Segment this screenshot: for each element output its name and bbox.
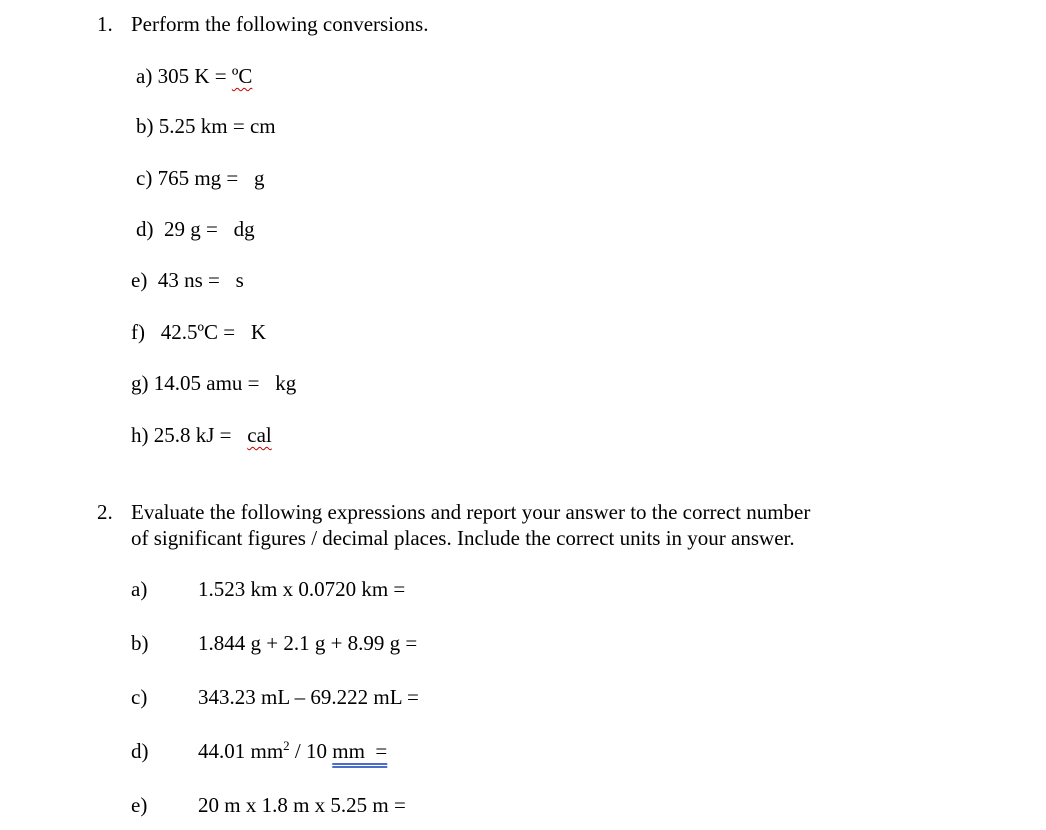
q2-item-d-expr-c: mm = [332,739,388,763]
q2-item-d-superscript: 2 [283,738,290,753]
q1-prompt: Perform the following conversions. [131,12,429,36]
q1-item-b [136,116,276,137]
q2-item-b-label: b) [131,631,149,655]
q1-item-a [136,66,252,87]
q1-item-g-given: 14.05 amu = [153,371,260,395]
q1-item-a-given: 305 K = [157,64,227,88]
q1-item-g-unit: kg [275,371,297,395]
q1-item-c-unit: g [254,166,265,190]
q1-item-f-label: f) [131,320,145,344]
q2-item-b-expr: 1.844 g + 2.1 g + 8.99 g = [198,631,418,655]
q1-item-f-given: 42.5ºC = [160,320,236,344]
q1-item-f [131,322,266,343]
q2-prompt-line1: Evaluate the following expressions and report your answer to the correct number [131,500,811,524]
q1-item-e-unit: s [235,268,244,292]
q2-number: 2. [97,500,113,524]
q1-number: 1. [97,12,113,36]
q2-item-e-expr: 20 m x 1.8 m x 5.25 m = [198,793,406,817]
q2-item-a-expr: 1.523 km x 0.0720 km = [198,577,406,601]
q1-item-d [136,219,255,240]
q1-item-c-label: c) [136,166,153,190]
q1-item-b-label: b) [136,114,154,138]
q2-prompt-line2: of significant figures / decimal places. Include the correct units in your answer. [131,526,795,550]
q1-item-b-given: 5.25 km = [158,114,245,138]
q1-item-e [131,270,244,291]
q1-item-g [131,373,296,394]
q2-item-e-label: e) [131,793,148,817]
q1-item-e-given: 43 ns = [157,268,220,292]
q2-item-c-label: c) [131,685,148,709]
q1-item-c [136,168,265,189]
q2-item-d-expr [198,738,388,763]
q1-item-h-unit: cal [247,423,272,447]
q1-item-a-label: a) [136,64,153,88]
q1-item-h-label: h) [131,423,149,447]
q1-item-d-unit: dg [233,217,255,241]
q1-item-d-label: d) [136,217,154,241]
q1-item-d-given: 29 g = [164,217,218,241]
q1-item-a-unit: ºC [231,64,253,88]
q1-item-h-given: 25.8 kJ = [153,423,232,447]
q1-item-h [131,425,272,446]
q2-item-d-label: d) [131,739,149,763]
q1-item-f-unit: K [250,320,267,344]
q1-item-e-label: e) [131,268,148,292]
q2-item-c-expr: 343.23 mL – 69.222 mL = [198,685,419,709]
q2-item-a-label: a) [131,577,148,601]
q2-item-d-expr-a: 44.01 mm [198,739,284,763]
q2-item-d-expr-b: / 10 [289,739,333,763]
q1-item-b-unit: cm [249,114,276,138]
q1-item-g-label: g) [131,371,149,395]
q1-item-c-given: 765 mg = [157,166,239,190]
